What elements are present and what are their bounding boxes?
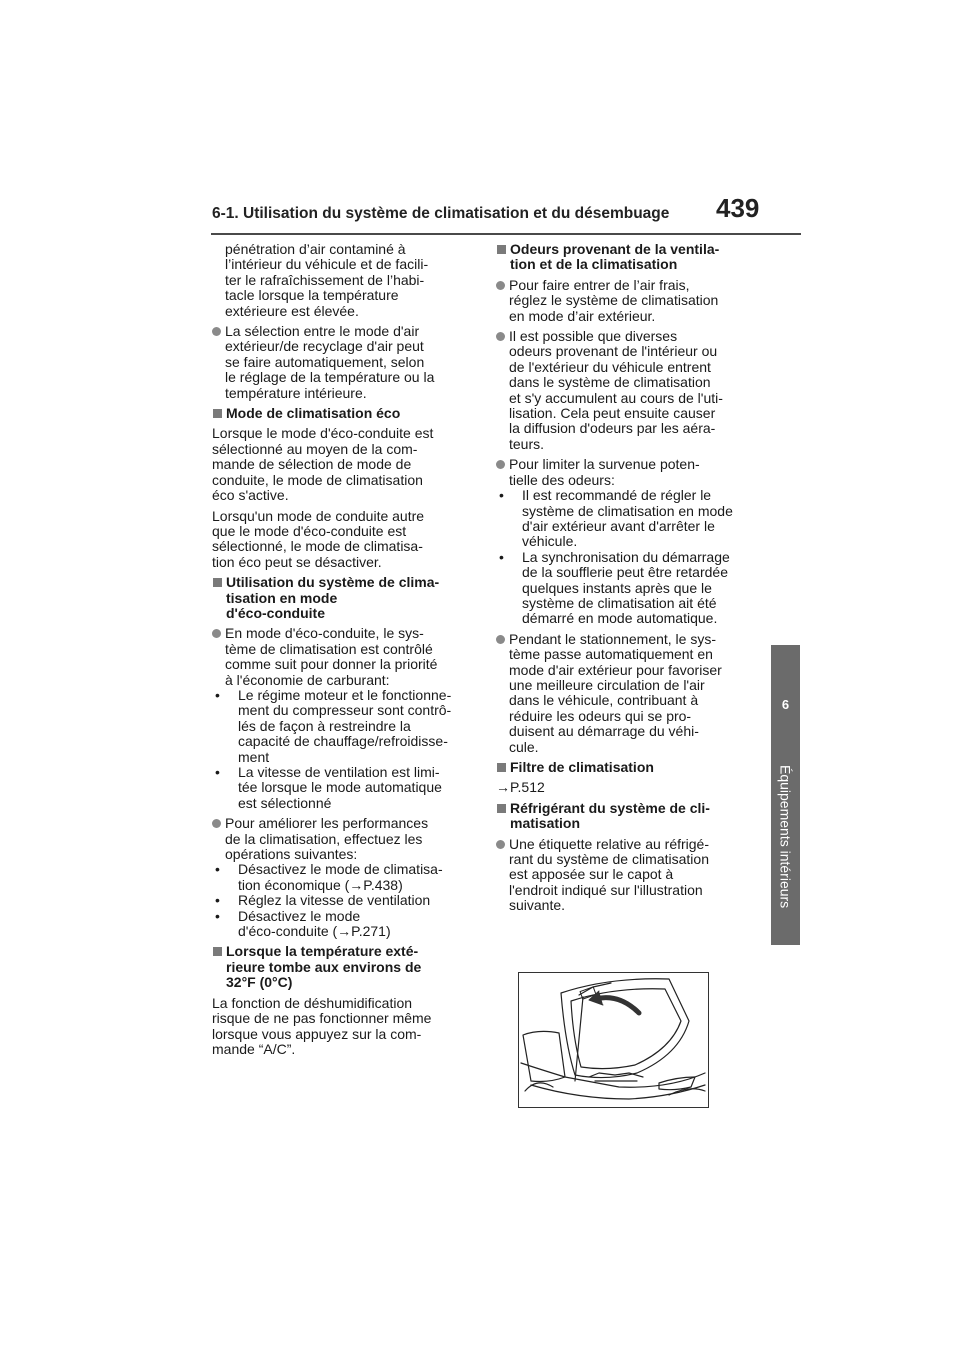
list-item: • Réglez la vitesse de ventilation <box>212 893 468 908</box>
hood-label-illustration <box>518 972 709 1108</box>
list-item: • Il est recommandé de régler le système de climatisation en mode d'air extérieur avant d'arrêter le véhicule. <box>496 488 752 550</box>
list-item: • Désactivez le mode d'éco-conduite (→P.271) <box>212 909 468 940</box>
heading-eco-use: Utilisation du système de clima- tisation en mode d'éco-conduite <box>212 575 468 621</box>
side-tab-label: Équipements intérieurs <box>777 765 794 909</box>
side-tab-number: 6 <box>781 697 790 712</box>
heading-eco-mode: Mode de climatisation éco <box>212 406 468 421</box>
eco-paragraph-2: Lorsqu'un mode de conduite autre que le mode d'éco-conduite est sélectionné, le mode de climatisa- tion éco peut se désactiver. <box>212 507 425 570</box>
list-item: • La synchronisation du démarrage de la soufflerie peut être retardée quelques instants après que le système de climatisation ait été démarré en mode automatique. <box>496 550 752 627</box>
heading-refrigerant: Réfrigérant du système de cli- matisation <box>496 801 752 832</box>
page-header-title: 6-1. Utilisation du système de climatisation et du désembuage <box>212 205 670 222</box>
car-hood-drawing <box>519 973 708 1107</box>
heading-cold-temperature: Lorsque la température exté- rieure tombe aux environs de 32°F (0°C) <box>212 944 468 990</box>
bullet-odor-fresh-air: Pour faire entrer de l’air frais, réglez le système de climatisation en mode d’air extérieur. <box>496 278 752 324</box>
filter-page-reference[interactable]: →P.512 <box>496 779 545 796</box>
list-item: • La vitesse de ventilation est limi- tée lorsque le mode automatique est sélectionné <box>212 765 468 811</box>
list-item: • Le régime moteur et le fonctionne- ment du compresseur sont contrô- lés de façon à restreindre la capacité de chauffage/refroidisse- ment <box>212 688 468 765</box>
bullet-parking: Pendant le stationnement, le sys- tème passe automatiquement en mode d'air extérieur pour favoriser une meilleure circulation de l'air dans le véhicule, contribuant à réduire les odeurs qui se pro- duisent au démarrage du véhi- cule. <box>496 632 752 755</box>
eco-paragraph-1: Lorsque le mode d'éco-conduite est sélectionné au moyen de la com- mande de sélection de mode de conduite, le mode de climatisation éco s'active. <box>212 425 434 504</box>
bullet-refrigerant-label: Une étiquette relative au réfrigé- rant du système de climatisation est apposée sur le capot à l'endroit indiqué sur l'illustration suivante. <box>496 837 752 914</box>
bullet-recirculation: La sélection entre le mode d'air extérieur/de recyclage d'air peut se faire automatiquement, selon le réglage de la température ou la température intérieure. <box>212 324 468 401</box>
heading-filter: Filtre de climatisation <box>496 760 752 775</box>
bullet-odor-accumulate: Il est possible que diverses odeurs provenant de l'intérieur ou de l'extérieur du véhicule entrent dans le système de climatisation et s'y accumulent au cours de l'uti- lisation. Cela peut ensuite causer la diffusion d'odeurs par les aéra- teurs. <box>496 329 752 452</box>
continued-text: pénétration d’air contaminé à l’intérieur du véhicule et de facili- ter le rafraîchissement de l’habi- tacle lorsque la température extérieure est élevée. <box>225 241 429 319</box>
right-column <box>496 242 752 919</box>
left-column <box>212 242 468 1062</box>
bullet-eco-use: En mode d'éco-conduite, le sys- tème de climatisation est contrôlé comme suit pour donner la priorité à l'économie de carburant: <box>212 626 468 688</box>
header-rule <box>211 233 801 235</box>
heading-odors: Odeurs provenant de la ventila- tion et de la climatisation <box>496 242 752 273</box>
bullet-performance: Pour améliorer les performances de la climatisation, effectuez les opérations suivantes: <box>212 816 468 862</box>
list-item: • Désactivez le mode de climatisa- tion économique (→P.438) <box>212 862 468 893</box>
cold-paragraph: La fonction de déshumidification risque de ne pas fonctionner même lorsque vous appuyez sur la com- mande “A/C”. <box>212 994 432 1057</box>
bullet-limit-odors: Pour limiter la survenue poten- tielle des odeurs: <box>496 457 752 488</box>
side-tab <box>771 645 800 945</box>
page-number: 439 <box>716 193 760 223</box>
